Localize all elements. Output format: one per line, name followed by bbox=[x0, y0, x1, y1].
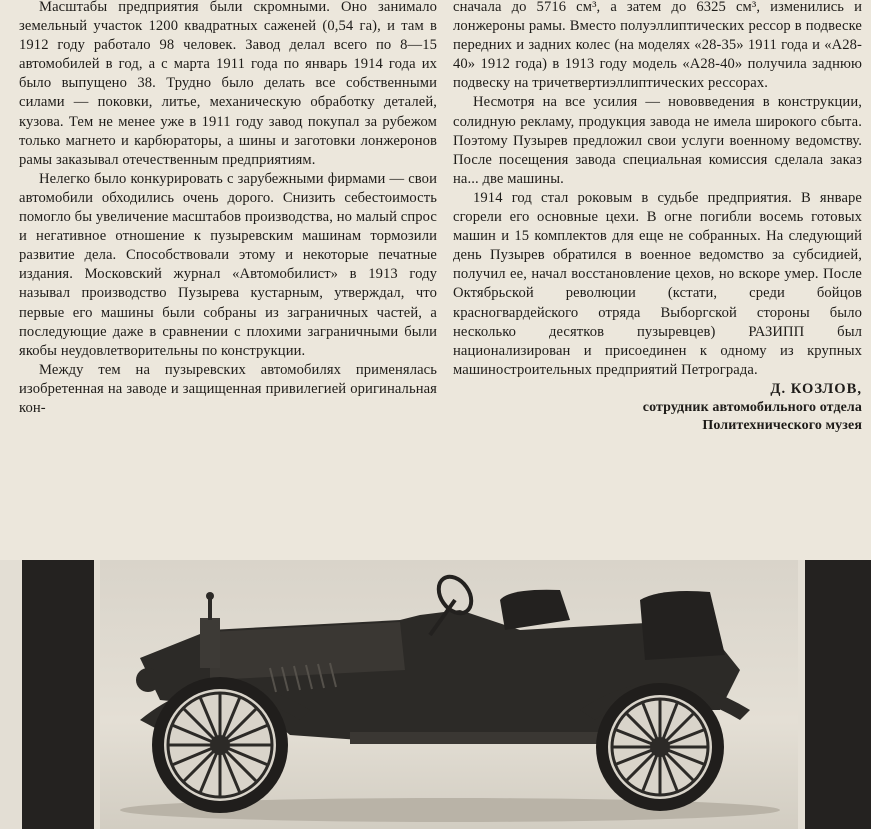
author-title-line2: Политехнического музея bbox=[702, 417, 862, 433]
paragraph: 1914 год стал роковым в судьбе предприятия. В январе сгорели его основные цехи. В огне погибли восемь готовых машин и 15 комплектов для еще не собранных. На следующий день Пузырев обратился в военное ведомство за субсидией, получил ее, начал восстановление цехов, но вскоре умер. После Октябрьской революции (кстати, среди бойцов красногвардейского отряда Выборгской стороны было несколько десятков пузыревцев) РАЗИПП был национализирован и присоединен к одному из крупных машиностроительных предприятий Петрограда. bbox=[453, 189, 862, 378]
article-column-left bbox=[19, 0, 437, 418]
car-photo bbox=[100, 560, 798, 829]
paragraph: Нелегко было конкурировать с зарубежными фирмами — свои автомобили обходились очень дорого. Снизить себестоимость помогло бы увеличение масштабов производства, но малый спрос и негативное отношение к пузыревским машинам тормозили развитие дела. Способствовали этому и некоторые печатные издания. Московский журнал «Автомобилист» в 1913 году называл производство Пузырева кустарным, утверждал, что первые его машины были собраны из заграничных частей, а последующие даже в сравнении с плохими заграничными были якобы неудовлетворительны по конструкции. bbox=[19, 170, 437, 359]
paragraph: Между тем на пузыревских автомобилях применялась изобретенная на заводе и защищенная привилегией оригинальная кон- bbox=[19, 361, 437, 416]
paragraph: сначала до 5716 см³, а затем до 6325 см³, изменились и лонжероны рамы. Вместо полуэллиптических рессор в подвеске передних и задних колес (на моделях «28-35» 1911 года и «А28-40» 1912 года) в 1913 году модель «А28-40» получила заднюю подвеску на тричетвертиэллиптических рессорах. bbox=[453, 0, 862, 92]
paragraph: Несмотря на все усилия — нововведения в конструкции, солидную рекламу, продукция завода не имела широкого сбыта. Поэтому Пузырев предложил свои услуги военному ведомству. После посещения завода специальная комиссия сделала заказ на... две машины. bbox=[453, 94, 862, 187]
photo-border-right bbox=[805, 560, 871, 829]
paragraph: Масштабы предприятия были скромными. Оно занимало земельный участок 1200 квадратных саженей (0,54 га), и там в 1912 году работало 98 человек. Завод делал всего по 8—15 автомобилей в год, а с марта 1911 года по январь 1914 года их было выпущено 38. Трудно было делать все собственными силами — поковки, литье, механическую обработку деталей, кузова. Тем не менее уже в 1911 году завод покупал за рубежом только магнето и карбюраторы, а шины и заготовки лонжеронов рамы заказывал отечественным предприятиям. bbox=[19, 0, 437, 168]
front-wheel bbox=[152, 677, 288, 813]
photo-border-left bbox=[22, 560, 94, 829]
author-title-line1: сотрудник автомобильного отдела bbox=[642, 399, 862, 415]
photo-frame bbox=[0, 560, 871, 829]
rear-wheel bbox=[596, 683, 724, 811]
author-name: Д. КОЗЛОВ, bbox=[770, 380, 862, 397]
article-column-right bbox=[453, 0, 862, 435]
car-illustration bbox=[100, 560, 798, 829]
